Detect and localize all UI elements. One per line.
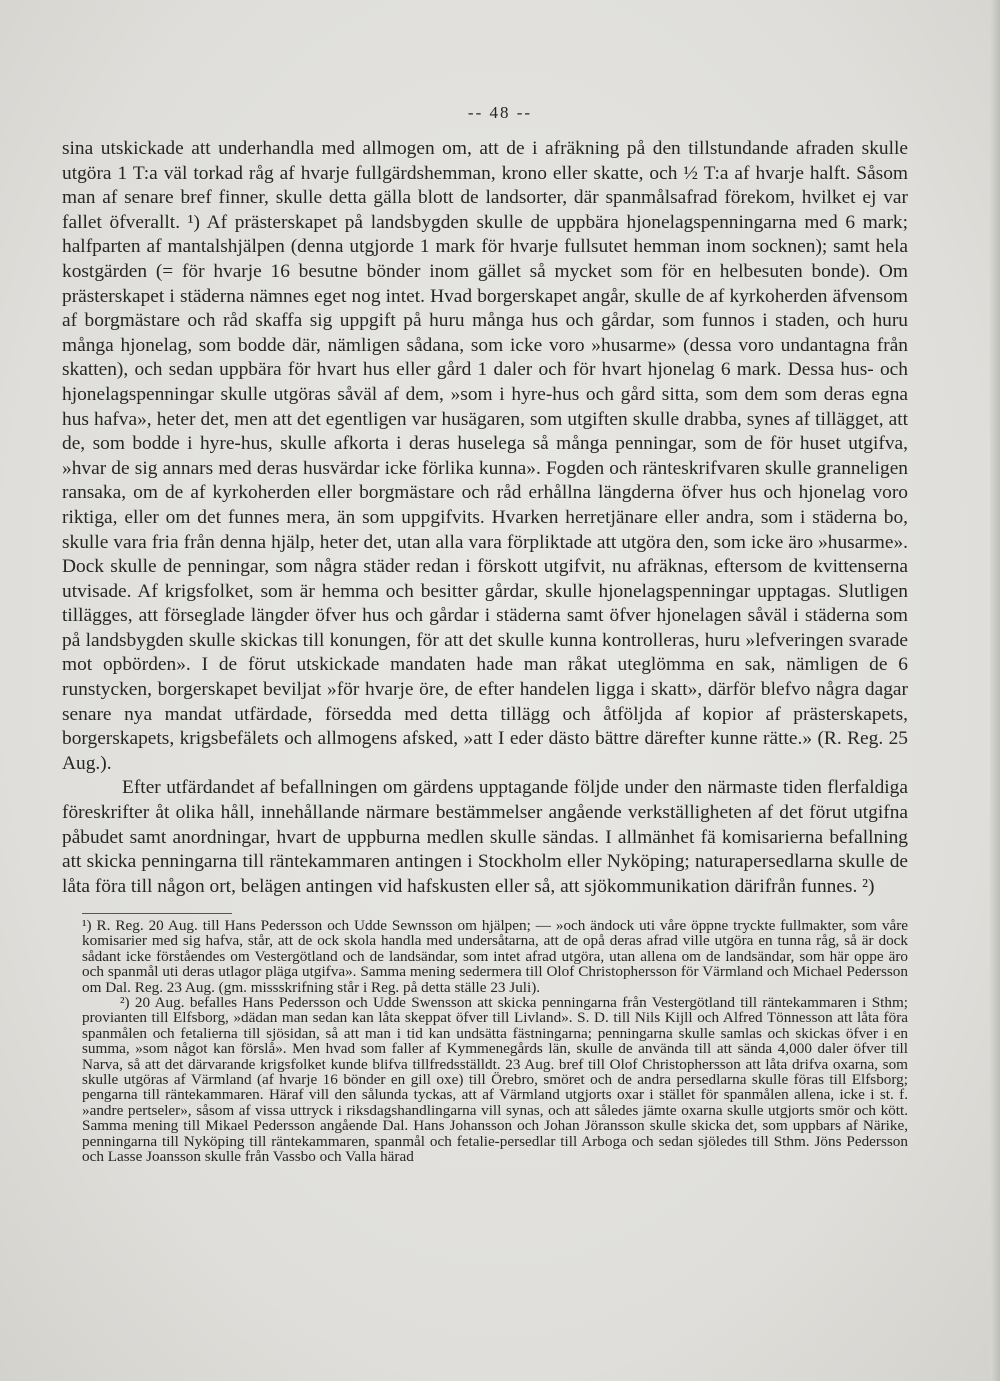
footnote-1: ¹) R. Reg. 20 Aug. till Hans Pedersson och Udde Sewnsson om hjälpen; — »och ändock uti våre öppne tryckte fullmakter, som våre komisarier med sig hafva, står, att de ock skola handla med undersåtarna, att de opå deras afrad ville utgöra en tunna råg, så är dock sådant icke förståendes om Vestergötland och de landsändar, som intet afrad utgöra, utan allena om de landsändar, som här oppe äro och spanmål uti deras utlagor pläga utgifva». Samma mening sedermera till Olof Christophersson för Värmland och Michael Pedersson om Dal. Reg. 23 Aug. (gm. missskrifning står i Reg. på detta ställe 23 Juli). [82,917,908,996]
page-number: -- 48 -- [467,103,533,122]
main-text [62,137,908,899]
footnote-separator [82,913,232,914]
page-edge-shadow [990,0,1000,1381]
footnotes [82,918,908,1165]
body-paragraph-2: Efter utfärdandet af befallningen om gärdens upptagande följde under den närmaste tiden flerfaldiga föreskrifter åt olika håll, innehållande närmare bestämmelser angående verkställigheten af det förut utgifna påbudet samt anordningar, hvart de uppburna medlen skulle sändas. I allmänhet fä komisarierna befallning att skicka penningarna till räntekammaren antingen i Stockholm eller Nyköping; naturapersedlarna skulle de låta föra till någon ort, belägen antingen vid hafskusten eller så, att sjökommunikation därifrån funnes. ²) [62,777,908,897]
body-paragraph-1: sina utskickade att underhandla med allmogen om, att de i afräkning på den tillstundande afraden skulle utgöra 1 T:a väl torkad råg af hvarje fullgärdshemman, krono eller skatte, och ½ T:a af hvarje halft. Såsom man af senare bref finner, skulle detta gälla blott de landsorter, där spanmålsafrad förekom, hvilket ej var fallet öfverallt. ¹) Af prästerskapet på landsbygden skulle de uppbära hjonelagspenningarna med 6 mark; halfparten af mantalshjälpen (denna utgjorde 1 mark för hvarje fullsutet hemman inom socknen); samt hela kostgärden (= för hvarje 16 besutne bönder inom gället så mycket som för en helbesuten bonde). Om prästerskapet i städerna nämnes eget nog intet. Hvad borgerskapet angår, skulle de af kyrkoherden äfvensom af borgmästare och råd skaffa sig uppgift på huru många hus och gårdar, som funnos i staden, och huru många hjonelag, som bodde där, nämligen sådana, som icke voro »husarme» (dessa voro undantagna från skatten), och sedan uppbära för hvart hus eller gård 1 daler och för hvart hjonelag 6 mark. Dessa hus- och hjonelagspenningar skulle utgöras såväl af dem, »som i hyre-hus och gård sitta, som dem som deras egna hus hafva», heter det, men att det egentligen var husägaren, som utgiften skulle drabba, synes af tillägget, att de, som bodde i hyre-hus, skulle afkorta i deras huselega så många penningar, som de för huset utgifva, »hvar de sig annars med deras husvärdar icke förlika kunna». Fogden och ränteskrifvaren skulle granneligen ransaka, om de af kyrkoherden eller borgmästare och råd erhållna längderna öfver hus och hjonelag voro riktiga, eller om det funnes mera, än som uppgifvits. Hvarken herretjänare eller andra, som i städerna bo, skulle vara fria från denna hjälp, heter det, utan alla vara förpliktade att utgöra den, som icke äro »husarme». Dock skulle de penningar, som några städer redan i förskott utgifvit, nu afräknas, eftersom de kvittenserna utvisade. Af krigsfolket, som är hemma och besitter gårdar, skulle hjonelagspenningar upptagas. Slutligen tillägges, att förseglade längder öfver hus och gårdar i städerna samt öfver hjonelagen såväl i städerna som på landsbygden skulle skickas till konungen, för att det skulle kunna kontrolleras, huru »lefveringen svarade mot opbörden». I de förut utskickade mandaten hade man råkat uteglömma en sak, nämligen de 6 runstycken, borgerskapet beviljat »för hvarje öre, de efter handelen ligga i skatt», därför blefvo några dagar senare nya mandat utfärdade, försedda med detta tillägg och åtföljda af kopior af prästerskapets, borgerskapets, krigsbefälets och allmogens afsked, »att I eder dästo bättre därefter kunne rätte.» (R. Reg. 25 Aug.). [62,138,908,774]
footnote-2: ²) 20 Aug. befalles Hans Pedersson och Udde Swensson att skicka penningarna från Vestergötland till räntekammaren i Sthm; provianten till Elfsborg, »dädan man sedan kan låta skeppat öfver till Livland». S. D. till Nils Kijll och Alfred Tönnesson att låta föra spanmålen och fetalierna till sjösidan, så att man i tid kan undsätta fästningarna; penningarna skulle samlas och skickas öfver i en summa, »som något kan förslå». Men hvad som faller af Kymmenegårds län, skulle de använda till att sända 4,000 daler öfver till Narva, så att det därvarande krigsfolket kunde blifva tillfredsställdt. 23 Aug. bref till Olof Christophersson att låta drifva oxarna, som skulle utgöras af Värmland (af hvarje 16 bönder en gill oxe) till Örebro, smöret och de andra persedlarna skulle föras till Elfsborg; pengarna till räntekammaren. Häraf vill den sålunda tyckas, att af Värmland utgjorts oxar i stället för spanmålen allena, icke i st. f. »andre pertseler», såsom af vissa uttryck i riksdagshandlingarna vill synas, och att således jämte oxarna skulle utgjorts smör och kött. Samma mening till Mikael Pedersson angående Dal. Hans Johansson och Johan Jöransson skulle skicka det, som uppbars af Närike, penningarna till Nyköping till räntekammaren, spanmål och fetalie-persedlar till Arboga och sedan sjöledes till Sthm. Jöns Pedersson och Lasse Joansson skulle från Vassbo och Valla härad [82,994,908,1166]
